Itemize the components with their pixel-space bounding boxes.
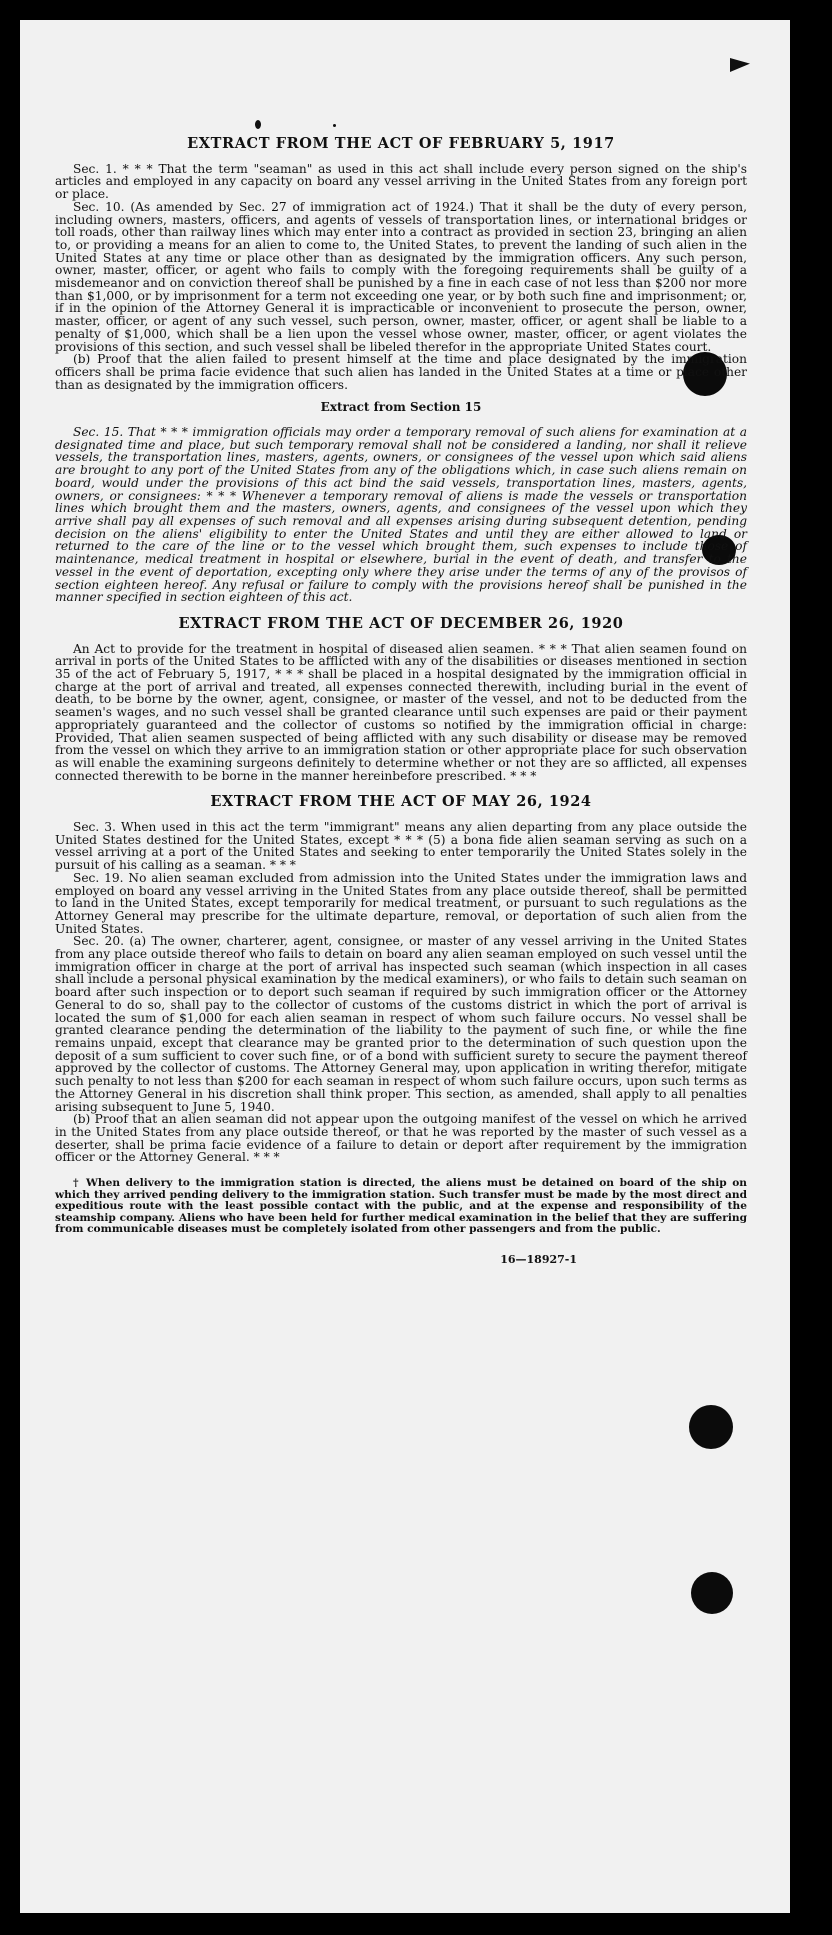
scan-speck <box>333 124 336 127</box>
document-body <box>55 135 747 1267</box>
sec10-paragraph: Sec. 10. (As amended by Sec. 27 of immigration act of 1924.) That it shall be the duty of every person, including owners, masters, officers, and agents of vessels of transportation lines, or international bridges or toll roads, other than railway lines which may enter into a contract as provided in section 23, bringing an alien to, or providing a means for an alien to come to, the United States, to prevent the landing of such alien in the United States at any time or place other than as designated by the immigration officers. Any such person, owner, master, officer, or agent who fails to comply with the foregoing requirements shall be guilty of a misdemeanor and on conviction thereof shall be punished by a fine in each case of not less than $200 nor more than $1,000, or by imprisonment for a term not exceeding one year, or by both such fine and imprisonment; or, if in the opinion of the Attorney General it is impracticable or inconvenient to prosecute the person, owner, master, officer, or agent of any such vessel, such person, owner, master, officer, or agent shall be liable to a penalty of $1,000, which shall be a lien upon the vessel whose owner, master, officer, or agent violates the provisions of this section, and such vessel shall be libeled therefor in the appropriate United States court. <box>55 199 747 354</box>
document-number: 16—18927-1 <box>500 1253 577 1266</box>
sec10b-paragraph: (b) Proof that the alien failed to present himself at the time and place designated by the immigration officers shall be prima facie evidence that such alien has landed in the United States at a time or place other than as designated by the immigration officers. <box>55 352 747 392</box>
punch-hole <box>691 1572 733 1614</box>
extract-1917 <box>55 135 747 605</box>
corner-mark <box>730 58 750 72</box>
extract-1920 <box>55 614 747 783</box>
scan-speck <box>255 120 261 129</box>
sec1-paragraph: Sec. 1. * * * That the term "seaman" as used in this act shall include every person signed on the ship's articles and employed in any capacity on board any vessel arriving in the United States from any foreign port or place. <box>55 161 747 202</box>
sec19-paragraph: Sec. 19. No alien seaman excluded from admission into the United States under the immigration laws and employed on board any vessel arriving in the United States from any place outside thereof, shall be permitted to land in the United States, except temporarily for medical treatment, or pursuant to such regulations as the Attorney General may prescribe for the ultimate departure, removal, or deportation of such alien from the United States. <box>55 870 747 936</box>
footnote <box>55 1178 747 1236</box>
sec15-paragraph: Sec. 15. That * * * immigration officials may order a temporary removal of such aliens for examination at a designated time and place, but such temporary removal shall not be considered a landing, nor shall it relieve vessels, the transportation lines, masters, agents, owners, or consignees of the vessel upon which said aliens are brought to any port of the United States from any of the obligations which, in case such aliens remain on board, would under the provisions of this act bind the said vessels, transportation lines, masters, agents, owners, or consignees: * * * Whenever a temporary removal of aliens is made the vessels or transportation lines which brought them and the masters, owners, agents, and consignees of the vessel upon which they arrive shall pay all expenses of such removal and all expenses arising during subsequent detention, pending decision on the aliens' eligibility to enter the United States and until they are either allowed to land or returned to the care of the line or to the vessel which brought them, such expenses to include those of maintenance, medical treatment in hospital or elsewhere, burial in the event of death, and transfer to the vessel in the event of deportation, excepting only where they arise under the terms of any of the provisos of section eighteen hereof. Any refusal or failure to comply with the provisions hereof shall be punished in the manner specified in section eighteen of this act. <box>55 425 747 605</box>
extract-1917-heading: EXTRACT FROM THE ACT OF FEBRUARY 5, 1917 <box>187 135 615 152</box>
act-1920-paragraph: An Act to provide for the treatment in hospital of diseased alien seamen. * * * That alien seamen found on arrival in ports of the United States to be afflicted with any of the disabilities or diseases mentioned in section 35 of the act of February 5, 1917, * * * shall be placed in a hospital designated by the immigration official in charge at the port of arrival and treated, all expenses connected therewith, including burial in the event of death, to be borne by the owner, agent, consignee, or master of the vessel, and not to be deducted from the seamen's wages, and no such vessel shall be granted clearance until such expenses are paid or their payment appropriately guaranteed and the collector of customs so notified by the immigration official in charge: Provided, That alien seamen suspected of being afflicted with any such disability or disease may be removed from the vessel on which they arrive to an immigration station or other appropriate place for such observation as will enable the examining surgeons definitely to determine whether or not they are so afflicted, all expenses connected therewith to be borne in the manner hereinbefore prescribed. * * * <box>55 641 747 783</box>
sec20a-paragraph: Sec. 20. (a) The owner, charterer, agent, consignee, or master of any vessel arriving in the United States from any place outside thereof who fails to detain on board any alien seaman employed on such vessel until the immigration officer in charge at the port of arrival has inspected such seaman (which inspection in all cases shall include a personal physical examination by the medical examiners), or who fails to detain such seaman on board after such inspection or to deport such seaman if required by such immigration officer or the Attorney General to do so, shall pay to the collector of customs of the customs district in which the port of arrival is located the sum of $1,000 for each alien seaman in respect of whom such failure occurs. No vessel shall be granted clearance pending the determination of the liability to the payment of such fine, or while the fine remains unpaid, except that clearance may be granted prior to the determination of such question upon the deposit of a sum sufficient to cover such fine, or of a bond with sufficient surety to secure the payment thereof approved by the collector of customs. The Attorney General may, upon application in writing therefor, mitigate such penalty to not less than $200 for each seaman in respect of whom such failure occurs, upon such terms as the Attorney General in his discretion shall think proper. This section, as amended, shall apply to all penalties arising subsequent to June 5, 1940. <box>55 934 747 1114</box>
punch-hole <box>689 1405 733 1449</box>
sec20b-paragraph: (b) Proof that an alien seaman did not appear upon the outgoing manifest of the vessel on which he arrived in the United States from any place outside thereof, or that he was reported by the master of such vessel as a deserter, shall be prima facie evidence of a failure to detain or deport after requirement by the immigration officer or the Attorney General. * * * <box>55 1112 747 1165</box>
document-page <box>20 20 790 1913</box>
footnote-text: † When delivery to the immigration station is directed, the aliens must be detained on board of the ship on which they arrived pending delivery to the immigration station. Such transfer must be made by the most direct and expeditious route with the least possible contact with the public, and at the expense and responsibility of the steamship company. Aliens who have been held for further medical examination in the belief that they are suffering from communicable diseases must be completely isolated from other passengers and from the public. <box>55 1177 747 1236</box>
sec3-paragraph: Sec. 3. When used in this act the term "immigrant" means any alien departing from any place outside the United States destined for the United States, except * * * (5) a bona fide alien seaman serving as such on a vessel arriving at a port of the United States and seeking to enter temporarily the United States solely in the pursuit of his calling as a seaman. * * * <box>55 820 747 873</box>
extract-1924 <box>55 793 747 1165</box>
extract-1920-heading: EXTRACT FROM THE ACT OF DECEMBER 26, 1920 <box>178 614 624 632</box>
section15-heading: Extract from Section 15 <box>320 400 482 415</box>
extract-1924-heading: EXTRACT FROM THE ACT OF MAY 26, 1924 <box>210 793 592 811</box>
section15-block <box>55 426 747 604</box>
